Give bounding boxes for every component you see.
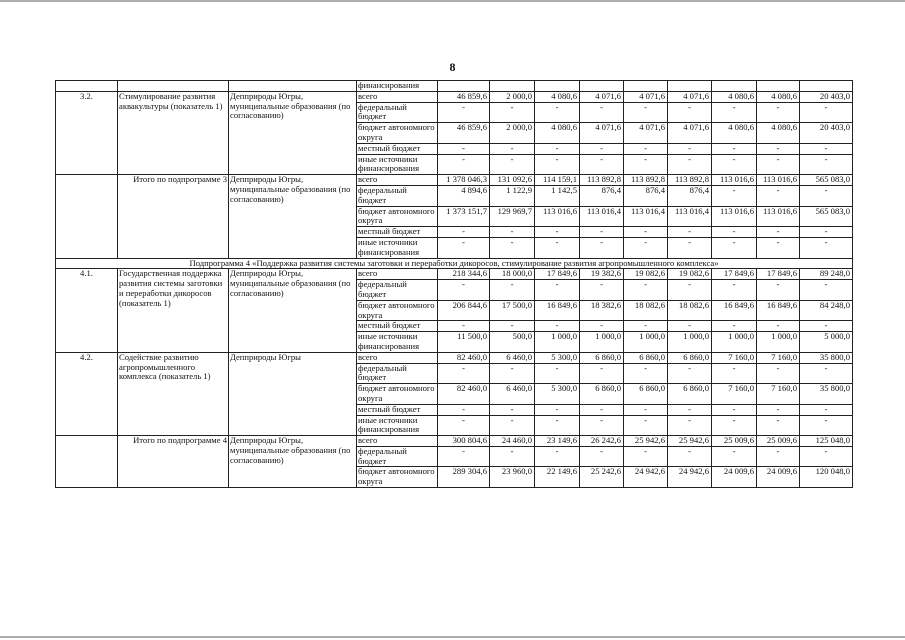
- amount-cell: 6 460,0: [490, 352, 535, 363]
- amount-cell: -: [712, 363, 757, 384]
- measure-name: [118, 81, 229, 92]
- amount-cell: 1 000,0: [535, 332, 580, 353]
- amount-cell: -: [757, 185, 800, 206]
- amount-cell: -: [800, 227, 853, 238]
- amount-cell: -: [668, 404, 712, 415]
- amount-cell: 1 000,0: [668, 332, 712, 353]
- amount-cell: -: [800, 185, 853, 206]
- amount-cell: 6 860,0: [580, 352, 624, 363]
- amount-cell: -: [580, 321, 624, 332]
- amount-cell: 18 382,6: [580, 300, 624, 321]
- amount-cell: 5 300,0: [535, 384, 580, 405]
- amount-cell: 6 860,0: [668, 352, 712, 363]
- amount-cell: -: [438, 415, 490, 436]
- item-number: 4.2.: [56, 352, 118, 435]
- amount-cell: -: [438, 102, 490, 123]
- amount-cell: 4 080,6: [757, 123, 800, 144]
- amount-cell: 206 844,6: [438, 300, 490, 321]
- amount-cell: -: [668, 102, 712, 123]
- amount-cell: 19 382,6: [580, 269, 624, 280]
- amount-cell: -: [438, 227, 490, 238]
- funding-source: всего: [357, 436, 438, 447]
- measure-name: Государственная поддержка развития системы заготовки и переработки дикоросов (показатель 1): [118, 269, 229, 352]
- amount-cell: -: [580, 404, 624, 415]
- amount-cell: 1 122,9: [490, 185, 535, 206]
- amount-cell: 2 000,0: [490, 91, 535, 102]
- amount-cell: 120 048,0: [800, 467, 853, 488]
- amount-cell: [668, 81, 712, 92]
- amount-cell: -: [624, 280, 668, 301]
- funding-source: иные источники финансирования: [357, 154, 438, 175]
- amount-cell: -: [535, 237, 580, 258]
- funding-source: иные источники финансирования: [357, 332, 438, 353]
- amount-cell: -: [624, 446, 668, 467]
- amount-cell: -: [757, 404, 800, 415]
- amount-cell: -: [712, 280, 757, 301]
- amount-cell: 25 942,6: [668, 436, 712, 447]
- amount-cell: 4 071,6: [668, 91, 712, 102]
- amount-cell: 565 083,0: [800, 206, 853, 227]
- amount-cell: -: [535, 321, 580, 332]
- amount-cell: 7 160,0: [712, 384, 757, 405]
- amount-cell: 113 892,8: [624, 175, 668, 186]
- amount-cell: 4 080,6: [535, 91, 580, 102]
- responsible-executor: Депприроды Югры, муниципальные образования (по согласованию): [229, 175, 357, 258]
- amount-cell: -: [580, 415, 624, 436]
- amount-cell: 11 500,0: [438, 332, 490, 353]
- amount-cell: [580, 81, 624, 92]
- amount-cell: 18 082,6: [668, 300, 712, 321]
- amount-cell: 24 942,6: [624, 467, 668, 488]
- amount-cell: 6 860,0: [624, 384, 668, 405]
- amount-cell: [624, 81, 668, 92]
- amount-cell: 17 849,6: [757, 269, 800, 280]
- amount-cell: 1 000,0: [712, 332, 757, 353]
- amount-cell: 1 142,5: [535, 185, 580, 206]
- amount-cell: 82 460,0: [438, 384, 490, 405]
- amount-cell: [438, 81, 490, 92]
- amount-cell: -: [438, 154, 490, 175]
- amount-cell: [800, 81, 853, 92]
- amount-cell: -: [580, 143, 624, 154]
- amount-cell: 23 960,0: [490, 467, 535, 488]
- amount-cell: 500,0: [490, 332, 535, 353]
- amount-cell: -: [438, 280, 490, 301]
- amount-cell: -: [712, 415, 757, 436]
- amount-cell: -: [668, 280, 712, 301]
- amount-cell: 129 969,7: [490, 206, 535, 227]
- amount-cell: -: [757, 227, 800, 238]
- amount-cell: -: [490, 237, 535, 258]
- table-row: [56, 175, 853, 186]
- amount-cell: 46 859,6: [438, 123, 490, 144]
- amount-cell: 17 500,0: [490, 300, 535, 321]
- funding-source: бюджет автономного округа: [357, 123, 438, 144]
- amount-cell: -: [580, 280, 624, 301]
- amount-cell: -: [712, 143, 757, 154]
- amount-cell: -: [800, 102, 853, 123]
- amount-cell: -: [535, 154, 580, 175]
- item-number: [56, 81, 118, 92]
- amount-cell: -: [624, 143, 668, 154]
- amount-cell: 876,4: [668, 185, 712, 206]
- funding-source: финансирования: [357, 81, 438, 92]
- amount-cell: -: [757, 143, 800, 154]
- table-row: [56, 81, 853, 92]
- amount-cell: 25 942,6: [624, 436, 668, 447]
- amount-cell: 4 071,6: [580, 123, 624, 144]
- amount-cell: -: [668, 237, 712, 258]
- amount-cell: 24 460,0: [490, 436, 535, 447]
- amount-cell: -: [712, 185, 757, 206]
- amount-cell: -: [800, 237, 853, 258]
- measure-name: Содействие развитию агропромышленного комплекса (показатель 1): [118, 352, 229, 435]
- amount-cell: 24 942,6: [668, 467, 712, 488]
- amount-cell: -: [668, 363, 712, 384]
- amount-cell: -: [490, 415, 535, 436]
- amount-cell: 6 860,0: [668, 384, 712, 405]
- amount-cell: 17 849,6: [712, 269, 757, 280]
- amount-cell: -: [624, 102, 668, 123]
- amount-cell: -: [438, 321, 490, 332]
- amount-cell: 6 860,0: [580, 384, 624, 405]
- scan-top-edge: [0, 0, 905, 2]
- amount-cell: -: [757, 280, 800, 301]
- amount-cell: -: [757, 237, 800, 258]
- amount-cell: [712, 81, 757, 92]
- funding-source: местный бюджет: [357, 143, 438, 154]
- amount-cell: 125 048,0: [800, 436, 853, 447]
- amount-cell: -: [624, 237, 668, 258]
- measure-name: Стимулирование развития аквакультуры (показатель 1): [118, 91, 229, 174]
- amount-cell: 289 304,6: [438, 467, 490, 488]
- amount-cell: 4 071,6: [668, 123, 712, 144]
- amount-cell: [535, 81, 580, 92]
- amount-cell: -: [580, 446, 624, 467]
- responsible-executor: Депприроды Югры, муниципальные образования (по согласованию): [229, 269, 357, 352]
- amount-cell: 23 149,6: [535, 436, 580, 447]
- amount-cell: 4 071,6: [624, 91, 668, 102]
- amount-cell: -: [535, 404, 580, 415]
- amount-cell: 1 373 151,7: [438, 206, 490, 227]
- amount-cell: 16 849,6: [757, 300, 800, 321]
- amount-cell: 18 082,6: [624, 300, 668, 321]
- amount-cell: 4 080,6: [757, 91, 800, 102]
- amount-cell: 113 892,8: [580, 175, 624, 186]
- amount-cell: -: [438, 237, 490, 258]
- amount-cell: -: [800, 154, 853, 175]
- amount-cell: 5 000,0: [800, 332, 853, 353]
- responsible-executor: Депприроды Югры: [229, 352, 357, 435]
- funding-source: иные источники финансирования: [357, 415, 438, 436]
- amount-cell: -: [800, 404, 853, 415]
- amount-cell: -: [757, 102, 800, 123]
- amount-cell: -: [535, 102, 580, 123]
- scan-bottom-edge: [0, 636, 905, 638]
- amount-cell: -: [712, 446, 757, 467]
- amount-cell: 113 016,6: [712, 175, 757, 186]
- funding-source: местный бюджет: [357, 321, 438, 332]
- amount-cell: 113 016,6: [712, 206, 757, 227]
- responsible-executor: [229, 81, 357, 92]
- amount-cell: 7 160,0: [757, 384, 800, 405]
- amount-cell: -: [438, 363, 490, 384]
- amount-cell: -: [668, 154, 712, 175]
- amount-cell: 19 082,6: [668, 269, 712, 280]
- amount-cell: 84 248,0: [800, 300, 853, 321]
- amount-cell: -: [624, 227, 668, 238]
- amount-cell: 565 083,0: [800, 175, 853, 186]
- amount-cell: 20 403,0: [800, 123, 853, 144]
- amount-cell: -: [800, 446, 853, 467]
- funding-source: всего: [357, 175, 438, 186]
- table-row: [56, 352, 853, 363]
- amount-cell: 114 159,1: [535, 175, 580, 186]
- item-number: [56, 175, 118, 258]
- amount-cell: 1 000,0: [580, 332, 624, 353]
- amount-cell: -: [490, 154, 535, 175]
- measure-name: Итого по подпрограмме 3: [118, 175, 229, 258]
- amount-cell: 113 016,4: [580, 206, 624, 227]
- responsible-executor: Депприроды Югры, муниципальные образования (по согласованию): [229, 436, 357, 488]
- amount-cell: -: [668, 415, 712, 436]
- funding-source: всего: [357, 269, 438, 280]
- funding-source: бюджет автономного округа: [357, 384, 438, 405]
- amount-cell: 25 009,6: [757, 436, 800, 447]
- amount-cell: -: [535, 446, 580, 467]
- amount-cell: 113 016,6: [757, 175, 800, 186]
- measure-name: Итого по подпрограмме 4: [118, 436, 229, 488]
- funding-source: федеральный бюджет: [357, 185, 438, 206]
- amount-cell: -: [490, 143, 535, 154]
- amount-cell: 131 092,6: [490, 175, 535, 186]
- amount-cell: -: [580, 237, 624, 258]
- funding-source: бюджет автономного округа: [357, 300, 438, 321]
- amount-cell: -: [668, 227, 712, 238]
- amount-cell: 876,4: [580, 185, 624, 206]
- amount-cell: 35 800,0: [800, 352, 853, 363]
- amount-cell: -: [712, 404, 757, 415]
- amount-cell: 876,4: [624, 185, 668, 206]
- funding-source: всего: [357, 91, 438, 102]
- amount-cell: -: [757, 154, 800, 175]
- amount-cell: -: [580, 154, 624, 175]
- amount-cell: -: [712, 102, 757, 123]
- subprogram-heading: Подпрограмма 4 «Поддержка развития системы заготовки и переработки дикоросов, стимулирование развития агропромышленного комплекса»: [56, 258, 853, 269]
- page-number: 8: [449, 60, 456, 74]
- amount-cell: -: [490, 280, 535, 301]
- amount-cell: -: [438, 143, 490, 154]
- amount-cell: -: [624, 404, 668, 415]
- amount-cell: -: [535, 280, 580, 301]
- funding-source: федеральный бюджет: [357, 102, 438, 123]
- amount-cell: -: [712, 227, 757, 238]
- amount-cell: 7 160,0: [757, 352, 800, 363]
- amount-cell: 4 080,6: [535, 123, 580, 144]
- amount-cell: -: [800, 415, 853, 436]
- amount-cell: -: [668, 446, 712, 467]
- item-number: 4.1.: [56, 269, 118, 352]
- funding-source: местный бюджет: [357, 227, 438, 238]
- funding-source: федеральный бюджет: [357, 363, 438, 384]
- amount-cell: -: [757, 363, 800, 384]
- amount-cell: 113 016,6: [535, 206, 580, 227]
- table-row: [56, 436, 853, 447]
- amount-cell: 7 160,0: [712, 352, 757, 363]
- amount-cell: 218 344,6: [438, 269, 490, 280]
- amount-cell: 24 009,6: [757, 467, 800, 488]
- amount-cell: 2 000,0: [490, 123, 535, 144]
- amount-cell: 5 300,0: [535, 352, 580, 363]
- amount-cell: -: [800, 363, 853, 384]
- amount-cell: 1 378 046,3: [438, 175, 490, 186]
- amount-cell: 16 849,6: [535, 300, 580, 321]
- amount-cell: 113 016,4: [624, 206, 668, 227]
- amount-cell: 113 016,4: [668, 206, 712, 227]
- item-number: 3.2.: [56, 91, 118, 174]
- amount-cell: -: [624, 363, 668, 384]
- amount-cell: -: [712, 154, 757, 175]
- amount-cell: [490, 81, 535, 92]
- funding-source: федеральный бюджет: [357, 446, 438, 467]
- amount-cell: -: [668, 321, 712, 332]
- amount-cell: 24 009,6: [712, 467, 757, 488]
- amount-cell: -: [624, 415, 668, 436]
- amount-cell: -: [490, 321, 535, 332]
- amount-cell: 4 071,6: [580, 91, 624, 102]
- amount-cell: -: [535, 363, 580, 384]
- amount-cell: 6 460,0: [490, 384, 535, 405]
- funding-source: иные источники финансирования: [357, 237, 438, 258]
- amount-cell: -: [580, 227, 624, 238]
- amount-cell: -: [580, 363, 624, 384]
- amount-cell: [757, 81, 800, 92]
- amount-cell: 1 000,0: [624, 332, 668, 353]
- funding-source: местный бюджет: [357, 404, 438, 415]
- amount-cell: 4 894,6: [438, 185, 490, 206]
- amount-cell: 113 892,8: [668, 175, 712, 186]
- amount-cell: -: [624, 154, 668, 175]
- amount-cell: 19 082,6: [624, 269, 668, 280]
- amount-cell: -: [668, 143, 712, 154]
- amount-cell: -: [712, 237, 757, 258]
- amount-cell: 18 000,0: [490, 269, 535, 280]
- amount-cell: -: [535, 415, 580, 436]
- amount-cell: -: [800, 321, 853, 332]
- amount-cell: -: [438, 446, 490, 467]
- amount-cell: -: [535, 227, 580, 238]
- amount-cell: 82 460,0: [438, 352, 490, 363]
- amount-cell: -: [624, 321, 668, 332]
- amount-cell: -: [580, 102, 624, 123]
- amount-cell: -: [490, 404, 535, 415]
- table-body: [56, 81, 853, 488]
- funding-source: всего: [357, 352, 438, 363]
- amount-cell: -: [757, 446, 800, 467]
- amount-cell: -: [757, 415, 800, 436]
- amount-cell: 46 859,6: [438, 91, 490, 102]
- amount-cell: 113 016,6: [757, 206, 800, 227]
- amount-cell: 4 080,6: [712, 123, 757, 144]
- section-row: [56, 258, 853, 269]
- amount-cell: -: [712, 321, 757, 332]
- responsible-executor: Депприроды Югры, муниципальные образования (по согласованию): [229, 91, 357, 174]
- amount-cell: 22 149,6: [535, 467, 580, 488]
- table-row: [56, 91, 853, 102]
- amount-cell: 4 071,6: [624, 123, 668, 144]
- amount-cell: 26 242,6: [580, 436, 624, 447]
- table-row: [56, 269, 853, 280]
- amount-cell: -: [757, 321, 800, 332]
- amount-cell: 25 009,6: [712, 436, 757, 447]
- funding-source: бюджет автономного округа: [357, 206, 438, 227]
- funding-table: [55, 80, 853, 488]
- funding-source: бюджет автономного округа: [357, 467, 438, 488]
- amount-cell: 16 849,6: [712, 300, 757, 321]
- amount-cell: 1 000,0: [757, 332, 800, 353]
- amount-cell: 35 800,0: [800, 384, 853, 405]
- amount-cell: 6 860,0: [624, 352, 668, 363]
- funding-source: федеральный бюджет: [357, 280, 438, 301]
- amount-cell: -: [800, 143, 853, 154]
- amount-cell: -: [490, 227, 535, 238]
- amount-cell: 300 804,6: [438, 436, 490, 447]
- amount-cell: -: [438, 404, 490, 415]
- amount-cell: -: [535, 143, 580, 154]
- amount-cell: 4 080,6: [712, 91, 757, 102]
- amount-cell: 20 403,0: [800, 91, 853, 102]
- item-number: [56, 436, 118, 488]
- amount-cell: 89 248,0: [800, 269, 853, 280]
- amount-cell: -: [490, 102, 535, 123]
- amount-cell: 17 849,6: [535, 269, 580, 280]
- amount-cell: -: [490, 363, 535, 384]
- amount-cell: 25 242,6: [580, 467, 624, 488]
- amount-cell: -: [800, 280, 853, 301]
- amount-cell: -: [490, 446, 535, 467]
